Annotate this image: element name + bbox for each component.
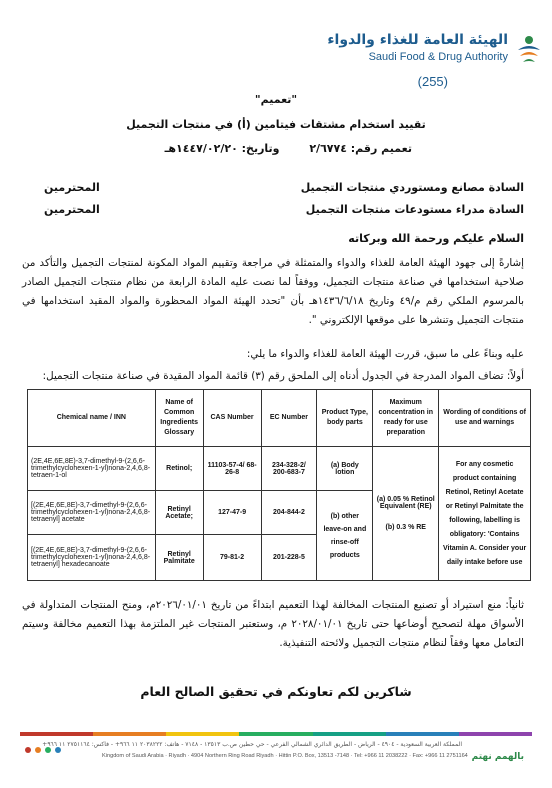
- addressee-honor: المحترمين: [44, 203, 100, 216]
- addressee-2: [44, 203, 524, 216]
- footer-address-en: Kingdom of Saudi Arabia · Riyadh · 4904 Northern Ring Road Riyadh · Hittin P.O. Box, 13513 -7148 · Tel: +966 11 2038222 · Fax: +966 11 2751164: [102, 753, 468, 759]
- ec-cell: 201-228-5: [261, 535, 317, 581]
- table-header-row: [28, 390, 531, 447]
- col-wording: Wording of conditions of use and warnings: [439, 390, 531, 447]
- circular-number: (255): [417, 74, 448, 89]
- max-a-text: (a) 0.05 % Retinol Equivalent (RE): [376, 496, 435, 510]
- body-paragraph: إشارةً إلى جهود الهيئة العامة للغذاء والدواء والمتمثلة في مراجعة وتقييم المواد المكونة لمنتجات التجميل والتأكد من صلاحية استخدامها في صناعة منتجات التجميل، ووفقاً لما نصت عليه المادة الرابعة من نظام منتجات التجميل الصادر بالمرسوم الملكي رقم م/٤٩ وتاريخ ١٤٣٦/٦/١٨هـ بأن "تحدد الهيئة المواد المحظورة والمواد المقيد استخدامها في منتجات التجميل وتنشرها على موقعها الإلكتروني ".: [22, 257, 524, 326]
- product-type-a-cell: (a) Body lotion: [317, 447, 373, 491]
- org-name-en: Saudi Food & Drug Authority: [368, 51, 508, 63]
- chemical-name-cell: [(2E,4E,6E,8E)-3,7-dimethyl-9-(2,6,6-trimethylcyclohexen-1-yl)nona-2,4,6,8-tetraenyl] hexadecanoate: [28, 535, 156, 581]
- reference-line: [139, 142, 412, 155]
- second-item: ثانياً: منع استيراد أو تصنيع المنتجات المخالفة لهذا التعميم ابتداءً من تاريخ ٢٠٢٦/٠١/٠١م، ومنح المنتجات المتداولة في الأسواق مهلة لتصحيح أوضاعها حتى تاريخ ٢٠٢٨/٠١/٠١ م، وستعتبر المنتجات غير الملتزمة بهذا التعميم مخالفة وسيتم التعامل معها وفقاً لنظام منتجات التجميل ولائحته التنفيذية.: [22, 599, 524, 649]
- product-type-b-cell: (b) other leave-on and rinse-off products: [317, 491, 373, 581]
- closing-thanks: شاكرين لكم تعاونكم في تحقيق الصالح العام: [140, 684, 412, 699]
- restricted-substances-table: [27, 389, 531, 581]
- chemical-name-cell: (2E,4E,6E,8E)-3,7-dimethyl-9-(2,6,6-trimethylcyclohexen-1-yl)nona-2,4,6,8-tetraen-1-ol: [28, 447, 156, 491]
- cas-cell: 79-81-2: [203, 535, 261, 581]
- common-name-cell: Retinyl Acetate;: [155, 491, 203, 535]
- ec-cell: 234-328-2/ 200-683-7: [261, 447, 317, 491]
- decision-line: عليه وبناءً على ما سبق، قررت الهيئة العامة للغذاء والدواء ما يلي:: [246, 348, 524, 360]
- chemical-name-cell: [(2E,4E,6E,8E)-3,7-dimethyl-9-(2,6,6-trimethylcyclohexen-1-yl)nona-2,4,6,8-tetraenyl] acetate: [28, 491, 156, 535]
- footer-slogan: بالهمم نهتم: [471, 752, 524, 762]
- org-name-ar: الهيئة العامة للغذاء والدواء: [327, 32, 508, 48]
- reference-date: وتاريخ: ١٤٤٧/٠٢/٢٠هـ: [164, 142, 280, 155]
- first-item: أولاً: تضاف المواد المدرجة في الجدول أدناه إلى الملحق رقم (٣) قائمة المواد المقيدة في صناعة منتجات التجميل:: [42, 370, 524, 382]
- wording-cell: For any cosmetic product containing Retinol, Retinyl Acetate or Retinyl Palmitate the following, labelling is obligatory: 'Contains Vitamin A. Consider your daily intake before use: [439, 447, 531, 581]
- ec-cell: 204-844-2: [261, 491, 317, 535]
- col-ec-number: EC Number: [261, 390, 317, 447]
- col-max-concentration: Maximum concentration in ready for use preparation: [373, 390, 439, 447]
- addressee-1: [44, 181, 524, 194]
- col-product-type: Product Type, body parts: [317, 390, 373, 447]
- max-concentration-cell: [373, 447, 439, 581]
- addressee-to: السادة مدراء مستودعات منتجات التجميل: [305, 203, 524, 216]
- circular-title: "تعميم": [254, 93, 298, 106]
- common-name-cell: Retinyl Palmitate: [155, 535, 203, 581]
- addressee-honor: المحترمين: [44, 181, 100, 194]
- footer-color-stripe: [20, 732, 532, 736]
- col-common-name: Name of Common Ingredients Glossary: [155, 390, 203, 447]
- greeting: السلام عليكم ورحمة الله وبركاته: [348, 232, 524, 245]
- cas-cell: 127-47-9: [203, 491, 261, 535]
- max-b-text: (b) 0.3 % RE: [385, 524, 426, 531]
- common-name-cell: Retinol;: [155, 447, 203, 491]
- sfda-logo-icon: [512, 30, 546, 68]
- cas-cell: 11103-57-4/ 68-26-8: [203, 447, 261, 491]
- footer-address-ar: المملكة العربية السعودية - ٤٩٠٤ - الرياض - الطريق الدائري الشمالي الفرعي - حي حطين ص.ب ١٣٥١٣ - ٧١٤٨ - هاتف: ٢٠٣٨٢٢٢ ١١ ٩٦٦+ - فاكس: ٢٧٥١١٦٤ ١١ ٩٦٦+: [42, 741, 462, 748]
- reference-number: تعميم رقم: ٢/٦٧٧٤: [309, 142, 412, 155]
- subject-title: تقييد استخدام مشتقات فيتامين (أ) في منتجات التجميل: [126, 118, 426, 131]
- table-row: [28, 447, 531, 491]
- addressee-to: السادة مصانع ومستوردي منتجات التجميل: [300, 181, 524, 194]
- col-cas-number: CAS Number: [203, 390, 261, 447]
- col-chemical-name: Chemical name / INN: [28, 390, 156, 447]
